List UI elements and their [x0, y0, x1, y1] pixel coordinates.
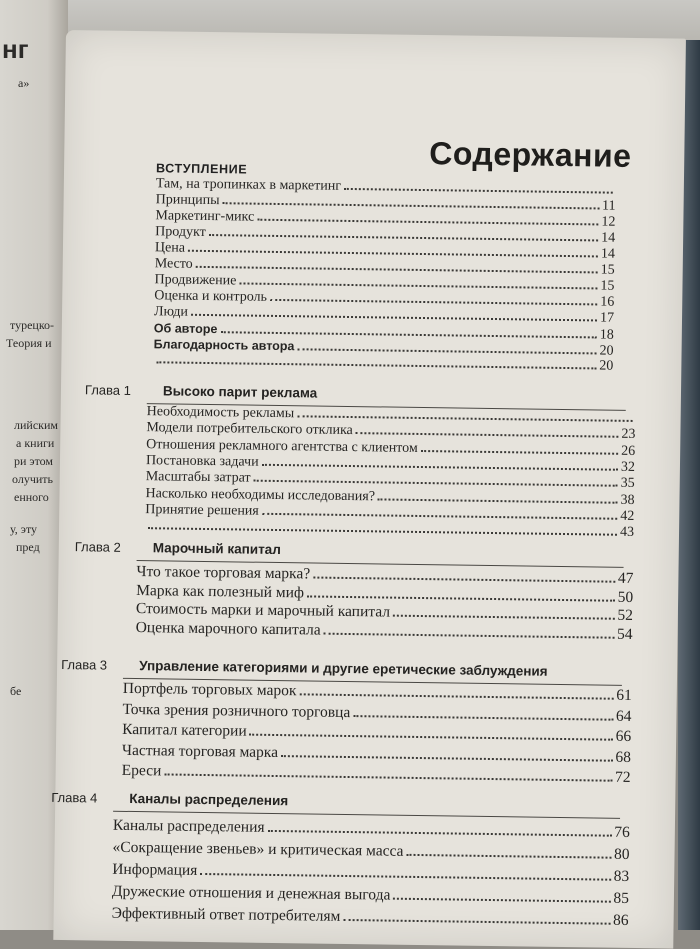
chapter-heading [61, 657, 548, 679]
dot-leader [257, 219, 598, 226]
chapter-entry [136, 620, 633, 643]
dot-leader [209, 234, 598, 241]
toc-page-number: 15 [600, 262, 615, 278]
page-title: Содержание [429, 135, 632, 174]
toc-entry-title: Что такое торговая марка? [136, 563, 311, 583]
toc-page-number: 64 [615, 707, 632, 725]
toc-page-number: 83 [613, 867, 630, 885]
dot-leader [393, 898, 610, 903]
toc-page-number: 86 [613, 911, 629, 929]
toc-page-number: 16 [600, 294, 615, 310]
left-page-fragment: енного [14, 490, 49, 504]
toc-page-number: 85 [613, 889, 630, 907]
toc-entry-title: Частная торговая марка [121, 741, 279, 761]
toc-entry-title: Продукт [155, 224, 206, 240]
left-page-fragment: олучить [12, 472, 54, 486]
toc-entry-title: Каналы распределения [112, 816, 265, 836]
left-page-fragment: пред [16, 540, 40, 554]
toc-entry-title: Место [154, 256, 193, 272]
toc-entry-title: Постановка задачи [145, 453, 259, 470]
left-page-fragment: лийским [14, 418, 59, 432]
dot-leader [307, 595, 615, 601]
left-page-fragment: а» [18, 76, 30, 90]
toc-page-number: 68 [615, 748, 632, 766]
dot-leader [239, 282, 597, 289]
toc-page-number: 12 [601, 214, 616, 230]
chapter-heading [85, 382, 317, 400]
toc-entry-title: Люди [153, 304, 189, 320]
chapter-entry [122, 742, 631, 765]
toc-page-number: 76 [614, 823, 630, 841]
dot-leader [297, 348, 596, 354]
dot-leader [223, 202, 600, 209]
dot-leader [268, 830, 612, 837]
contents-page [53, 30, 686, 949]
dot-leader [191, 314, 597, 322]
dot-leader [262, 513, 617, 520]
toc-page-number: 20 [599, 358, 614, 374]
toc-page-number: 61 [616, 686, 632, 704]
toc-entry-title: Информация [112, 860, 198, 879]
chapter-entry [112, 884, 629, 907]
dot-leader [281, 755, 612, 762]
toc-page-number: 20 [599, 343, 614, 359]
toc-page-number: 80 [613, 845, 630, 863]
toc-entry-title: Благодарность автора [153, 337, 295, 354]
toc-page-number: 50 [617, 588, 634, 606]
toc-entry-title: «Сокращение звеньев» и критическая масса [112, 838, 404, 860]
toc-page-number: 15 [600, 278, 615, 294]
dot-leader [188, 250, 598, 258]
toc-page-number: 35 [620, 475, 635, 492]
left-page-fragment: а книги [16, 436, 55, 450]
dot-leader [343, 919, 610, 925]
dot-leader [148, 527, 617, 536]
toc-entry-title: Дружеские отношения и денежная выгода [111, 882, 391, 904]
intro-heading: ВСТУПЛЕНИЕ [155, 161, 248, 177]
toc-page-number: 23 [621, 427, 636, 443]
toc-page-number: 54 [617, 625, 633, 643]
chapter-label: Глава 3 [61, 656, 108, 673]
chapter-entry [122, 763, 631, 786]
toc-page-number: 66 [615, 727, 632, 745]
chapter-title: Каналы распределения [129, 790, 289, 809]
chapter-heading [75, 539, 281, 557]
dot-leader [270, 299, 597, 306]
dot-leader [297, 415, 632, 422]
toc-page-number: 43 [619, 524, 635, 541]
dot-leader [353, 715, 613, 721]
toc-page-number: 26 [621, 443, 636, 459]
dot-leader [406, 854, 611, 859]
toc-entry-title: Маркетинг-микс [155, 208, 255, 225]
chapter-heading [51, 790, 288, 808]
dot-leader [313, 577, 615, 583]
dot-leader [393, 615, 614, 620]
chapter-label: Глава 4 [51, 789, 98, 806]
toc-page-number: 47 [617, 569, 634, 587]
left-page-fragment: Теория и [6, 336, 52, 350]
toc-entry-title: Точка зрения розничного торговца [122, 700, 351, 721]
dot-leader [262, 464, 618, 471]
toc-entry-title: Об авторе [153, 321, 218, 337]
dot-leader [299, 693, 613, 699]
dot-leader [378, 498, 618, 503]
toc-entry-title: Ереси [121, 761, 162, 780]
toc-entry-title: Принципы [155, 192, 220, 209]
chapter-title: Марочный капитал [152, 540, 281, 558]
dot-leader [250, 734, 613, 741]
chapter-label: Глава 1 [84, 382, 132, 398]
toc-entry-title: Марка как полезный миф [136, 581, 305, 601]
left-page-fragment: турецко- [10, 318, 55, 332]
left-page-fragment: у, эту [10, 522, 38, 536]
toc-entry-title: Оценка и контроль [154, 288, 268, 305]
left-page-fragment: нг [2, 34, 29, 64]
toc-entry-title: Продвижение [154, 272, 237, 289]
toc-entry-title: Портфель торговых марок [122, 679, 297, 700]
left-page-fragment: ри этом [14, 454, 54, 468]
toc-page-number: 14 [600, 246, 616, 262]
toc-page-number: 32 [620, 459, 636, 475]
toc-entry-title: Оценка марочного капитала [135, 618, 321, 639]
dot-leader [156, 361, 596, 369]
toc-page-number: 42 [620, 508, 635, 524]
dot-leader [344, 188, 613, 194]
toc-entry-title: Капитал категории [122, 720, 247, 740]
dot-leader [254, 480, 618, 487]
chapter-title: Высоко парит реклама [162, 383, 318, 401]
toc-entry-title: Там, на тропинках в маркетинг [155, 176, 342, 194]
chapter-entry [112, 862, 629, 885]
dot-leader [196, 266, 598, 274]
chapter-label: Глава 2 [74, 539, 121, 555]
toc-entry-title: Цена [154, 240, 186, 256]
toc-page-number: 18 [599, 327, 614, 343]
dot-leader [356, 432, 619, 438]
dot-leader [324, 632, 614, 638]
toc-page-number: 17 [599, 310, 615, 326]
toc-page-number: 52 [617, 606, 633, 624]
toc-entry-title: Отношения рекламного агентства с клиентом [146, 436, 418, 456]
toc-page-number: 11 [602, 198, 616, 214]
toc-entry-title: Модели потребительского отклика [146, 420, 353, 439]
toc-entry-title: Необходимость рекламы [146, 404, 295, 422]
toc-entry-title: Эффективный ответ потребителям [111, 904, 341, 925]
left-page-fragment: бе [10, 684, 22, 698]
toc-entry-title: Принятие решения [145, 501, 259, 519]
toc-entry-title: Стоимость марки и марочный капитал [135, 600, 391, 621]
chapter-entry [112, 906, 629, 929]
dot-leader [200, 873, 610, 881]
toc-page-number: 72 [615, 768, 631, 786]
chapter-title: Управление категориями и другие еретические заблуждения [139, 658, 548, 679]
chapter-entry [112, 840, 629, 863]
chapter-entry [122, 722, 631, 745]
dot-leader [164, 773, 612, 781]
toc-page-number: 14 [601, 230, 616, 246]
toc-entry-title: Насколько необходимы исследования? [145, 485, 376, 504]
dot-leader [421, 450, 618, 455]
chapter-entry [113, 818, 630, 841]
toc-entry-title: Масштабы затрат [145, 469, 251, 486]
toc-page-number: 38 [620, 492, 635, 508]
